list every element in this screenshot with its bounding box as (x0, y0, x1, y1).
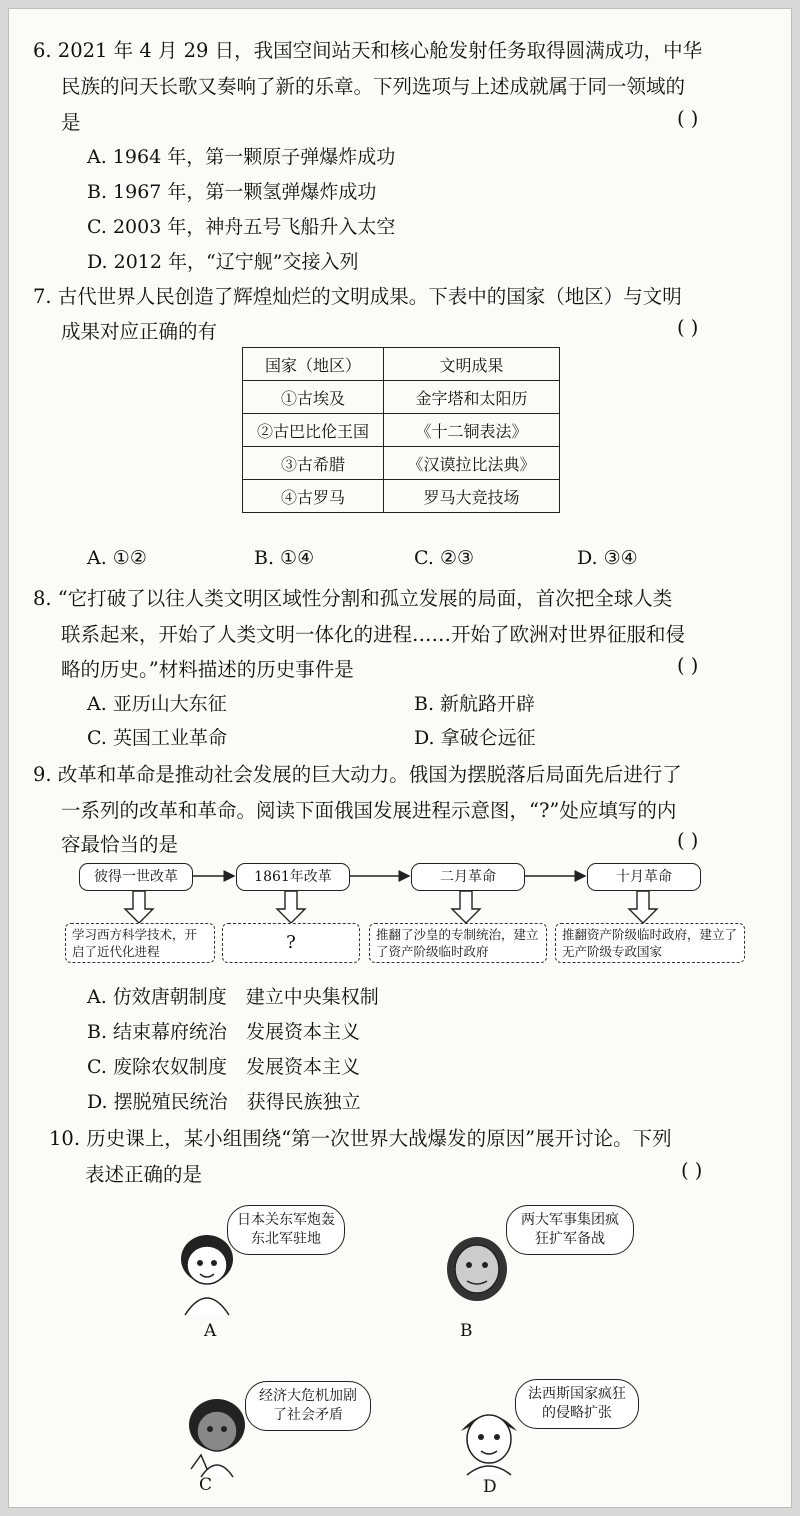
q9-option-d: D. 摆脱殖民统治 获得民族独立 (87, 1091, 361, 1113)
q9-option-b: B. 结束幕府统治 发展资本主义 (87, 1021, 361, 1043)
flow-note-question: ? (222, 923, 360, 963)
table-cell: ②古巴比伦王国 (243, 414, 384, 447)
q9-line2: 一系列的改革和革命。阅读下面俄国发展进程示意图，“?”处应填写的内 (61, 799, 677, 822)
q10-line1: 10. 历史课上，某小组围绕“第一次世界大战爆发的原因”展开讨论。下列 (49, 1127, 672, 1150)
q7-option-c: C. ②③ (414, 547, 475, 569)
q10-answer-paren: ( ) (681, 1159, 703, 1182)
table-cell: ①古埃及 (243, 381, 384, 414)
flow-step-peter-reform: 彼得一世改革 (79, 863, 193, 891)
q6-option-c: C. 2003 年，神舟五号飞船升入太空 (87, 216, 396, 238)
q8-line1: 8. “它打破了以往人类文明区域性分割和孤立发展的局面，首次把全球人类 (33, 587, 673, 610)
figure-label-c: C (199, 1475, 213, 1495)
q8-option-c: C. 英国工业革命 (87, 727, 227, 749)
table-row (243, 381, 560, 414)
q8-option-d: D. 拿破仑远征 (414, 727, 536, 749)
table-header-row (243, 348, 560, 381)
q7-answer-paren: ( ) (677, 316, 699, 339)
figure-label-b: B (460, 1321, 473, 1341)
q9-answer-paren: ( ) (677, 829, 699, 852)
table-row (243, 447, 560, 480)
speech-bubble-a: 日本关东军炮轰东北军驻地 (227, 1205, 345, 1255)
q6-line3: 是 (61, 111, 81, 134)
q9-option-c: C. 废除农奴制度 发展资本主义 (87, 1056, 360, 1078)
q9-line1: 9. 改革和革命是推动社会发展的巨大动力。俄国为摆脱落后局面先后进行了 (33, 763, 682, 786)
q6-option-b: B. 1967 年，第一颗氢弹爆炸成功 (87, 181, 377, 203)
figure-label-a: A (204, 1321, 217, 1341)
table-cell: 金字塔和太阳历 (384, 381, 560, 414)
table-cell: ③古希腊 (243, 447, 384, 480)
table-header: 国家（地区） (243, 348, 384, 381)
table-cell: 《汉谟拉比法典》 (384, 447, 560, 480)
table-cell: 罗马大竞技场 (384, 480, 560, 513)
flow-note-february: 推翻了沙皇的专制统治，建立了资产阶级临时政府 (369, 923, 547, 963)
table-row (243, 480, 560, 513)
q6-option-d: D. 2012 年，“辽宁舰”交接入列 (87, 251, 359, 273)
q6-line2: 民族的问天长歌又奏响了新的乐章。下列选项与上述成就属于同一领域的 (61, 75, 686, 98)
q7-option-d: D. ③④ (577, 547, 638, 569)
table-row (243, 414, 560, 447)
table-header: 文明成果 (384, 348, 560, 381)
q6-answer-paren: ( ) (677, 107, 699, 130)
speech-bubble-b: 两大军事集团疯狂扩军备战 (506, 1205, 634, 1255)
figure-label-d: D (483, 1477, 497, 1497)
table-cell: ④古罗马 (243, 480, 384, 513)
q9-option-a: A. 仿效唐朝制度 建立中央集权制 (87, 986, 379, 1008)
q7-line2: 成果对应正确的有 (61, 320, 218, 343)
q7-table (242, 347, 560, 513)
flow-note-october: 推翻资产阶级临时政府，建立了无产阶级专政国家 (555, 923, 745, 963)
q7-option-b: B. ①④ (254, 547, 315, 569)
flow-step-october-revolution: 十月革命 (587, 863, 701, 891)
speech-bubble-d: 法西斯国家疯狂的侵略扩张 (515, 1379, 639, 1429)
cartoon-elder-b-icon (437, 1231, 519, 1315)
cartoon-boy-d-icon (451, 1401, 525, 1477)
q10-line2: 表述正确的是 (85, 1163, 203, 1186)
exam-page (8, 8, 792, 1508)
q8-line2: 联系起来，开始了人类文明一体化的进程……开始了欧洲对世界征服和侵 (61, 623, 686, 646)
q8-answer-paren: ( ) (677, 654, 699, 677)
flow-step-1861-reform: 1861年改革 (236, 863, 350, 891)
q8-option-a: A. 亚历山大东征 (87, 693, 227, 715)
q7-option-a: A. ①② (87, 547, 147, 569)
q7-line1: 7. 古代世界人民创造了辉煌灿烂的文明成果。下表中的国家（地区）与文明 (33, 285, 682, 308)
q8-option-b: B. 新航路开辟 (414, 693, 536, 715)
table-cell: 《十二铜表法》 (384, 414, 560, 447)
q8-line3: 略的历史。”材料描述的历史事件是 (61, 658, 354, 681)
q6-option-a: A. 1964 年，第一颗原子弹爆炸成功 (87, 146, 396, 168)
flow-step-february-revolution: 二月革命 (411, 863, 525, 891)
q9-line3: 容最恰当的是 (61, 833, 179, 856)
q6-line1: 6. 2021 年 4 月 29 日，我国空间站天和核心舱发射任务取得圆满成功，中华 (33, 39, 703, 62)
flow-note-peter: 学习西方科学技术，开启了近代化进程 (65, 923, 215, 963)
speech-bubble-c: 经济大危机加剧了社会矛盾 (245, 1381, 371, 1431)
